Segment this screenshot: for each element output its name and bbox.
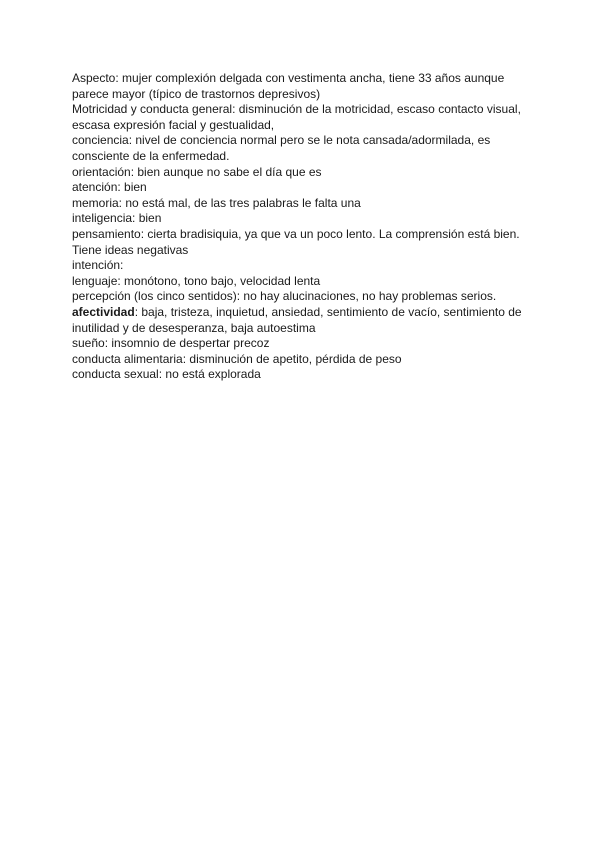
line-motricidad: Motricidad y conducta general: disminución de la motricidad, escaso contacto visual, escasa expresión facial y gestualidad, — [72, 102, 521, 132]
line-conducta-alimentaria: conducta alimentaria: disminución de apetito, pérdida de peso — [72, 351, 402, 366]
afectividad-text: : baja, tristeza, inquietud, ansiedad, sentimiento de vacío, sentimiento de inutilidad y de desesperanza, baja autoestima — [72, 304, 522, 335]
line-conciencia: conciencia: nivel de conciencia normal pero se le nota cansada/adormilada, es consciente de la enfermedad. — [72, 133, 491, 163]
afectividad-label: afectividad — [72, 304, 135, 319]
line-pensamiento: pensamiento: cierta bradisiquia, ya que va un poco lento. La comprensión está bien. Tiene ideas negativas — [72, 226, 520, 257]
line-atencion: atención: bien — [72, 180, 147, 195]
line-intencion: intención: — [72, 258, 124, 273]
line-memoria: memoria: no está mal, de las tres palabras le falta una — [72, 195, 361, 210]
line-aspecto: Aspecto: mujer complexión delgada con vestimenta ancha, tiene 33 años aunque parece mayor (típico de trastornos depresivos) — [72, 71, 505, 101]
line-conducta-sexual: conducta sexual: no está explorada — [72, 367, 261, 382]
line-sueno: sueño: insomnio de despertar precoz — [72, 336, 270, 351]
document-body — [72, 71, 532, 383]
line-percepcion: percepción (los cinco sentidos): no hay alucinaciones, no hay problemas serios. — [72, 289, 497, 304]
line-lenguaje: lenguaje: monótono, tono bajo, velocidad lenta — [72, 273, 321, 288]
line-inteligencia: inteligencia: bien — [72, 211, 162, 226]
line-afectividad — [72, 305, 532, 336]
line-orientacion: orientación: bien aunque no sabe el día que es — [72, 164, 322, 179]
